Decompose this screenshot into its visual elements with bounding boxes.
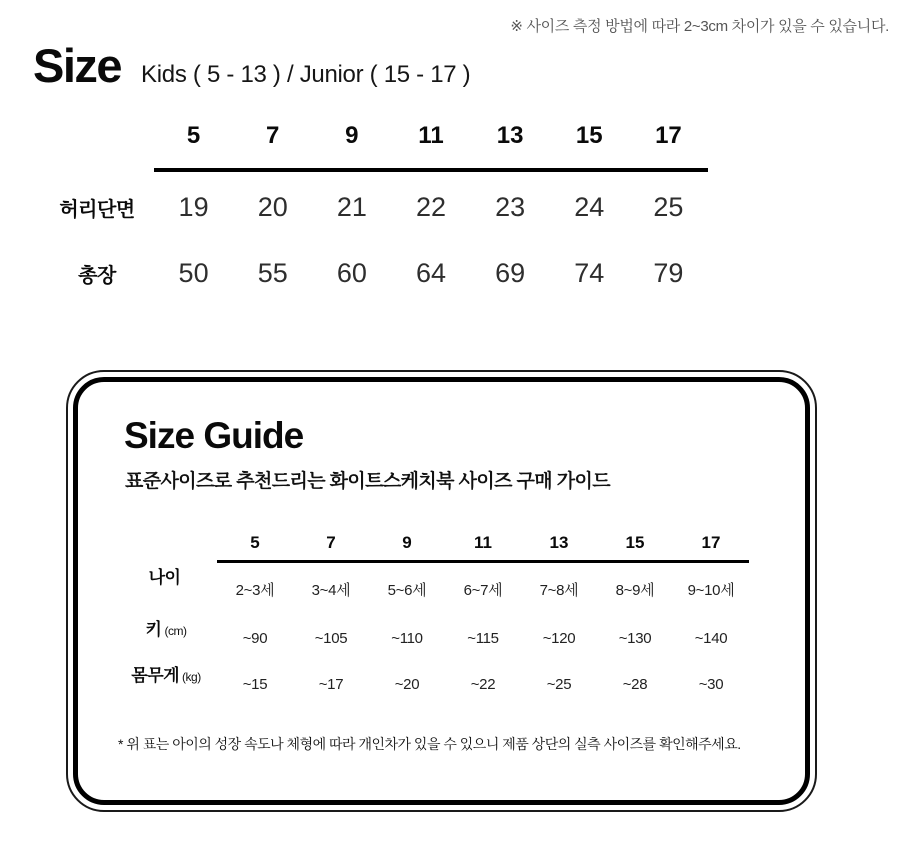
row-label-unit: (kg) (182, 670, 201, 684)
row-label-text: 키 (145, 620, 162, 639)
size-measurement-table (40, 104, 708, 304)
column-header: 17 (655, 122, 682, 149)
column-header: 11 (474, 533, 492, 552)
size-guide-inner-border (73, 377, 810, 805)
table-cell: 9~10세 (687, 581, 735, 599)
table-cell: 55 (257, 257, 288, 288)
size-guide-title: Size Guide (124, 415, 304, 456)
row-label-age (115, 563, 217, 615)
size-guide-box (66, 370, 817, 812)
table-cell: 2~3세 (235, 581, 275, 599)
table-cell: 20 (257, 191, 288, 222)
table-corner-cell (40, 104, 154, 168)
table-cell: 5~6세 (387, 581, 427, 599)
column-header: 17 (701, 533, 721, 552)
row-label-waist: 허리단면 (59, 198, 135, 221)
table-cell: ~15 (242, 675, 268, 693)
table-cell: ~30 (698, 675, 724, 693)
measurement-disclaimer: ※ 사이즈 측정 방법에 따라 2~3cm 차이가 있을 수 있습니다. (510, 18, 889, 35)
table-cell: 25 (653, 191, 684, 222)
table-cell: 22 (415, 191, 447, 222)
table-cell: ~110 (391, 629, 423, 647)
column-header: 15 (625, 533, 645, 552)
table-corner-cell (115, 526, 217, 560)
row-label-height (115, 615, 217, 661)
table-cell: 64 (415, 257, 447, 288)
column-header: 5 (186, 122, 201, 149)
row-label-total-length: 총장 (78, 264, 116, 287)
table-cell: ~140 (694, 629, 728, 647)
column-header: 9 (402, 533, 412, 552)
table-cell: 6~7세 (463, 581, 503, 599)
table-cell: ~115 (467, 629, 499, 647)
table-cell: ~17 (318, 675, 344, 693)
row-label-text: 몸무게 (131, 666, 180, 685)
size-header (33, 38, 470, 93)
table-cell: 50 (178, 257, 209, 288)
size-guide-subtitle: 표준사이즈로 추천드리는 화이트스케치북 사이즈 구매 가이드 (125, 471, 610, 492)
page-title: Size (33, 39, 122, 92)
table-cell: 8~9세 (615, 581, 655, 599)
table-cell: ~120 (542, 629, 576, 647)
row-label-text: 나이 (148, 568, 181, 587)
column-header: 13 (549, 533, 569, 552)
column-header: 13 (496, 122, 524, 149)
table-cell: 60 (336, 257, 367, 288)
size-guide-footnote: * 위 표는 아이의 성장 속도나 체형에 따라 개인차가 있을 수 있으니 제품 상단의 실측 사이즈를 확인해주세요. (118, 736, 741, 752)
column-header: 5 (250, 533, 260, 552)
column-header: 11 (418, 122, 444, 149)
table-cell: 21 (336, 191, 367, 222)
table-cell: ~90 (242, 629, 268, 647)
table-cell: 79 (653, 257, 684, 288)
table-cell: ~130 (618, 629, 652, 647)
column-header: 15 (575, 122, 603, 149)
table-cell: ~20 (394, 675, 420, 693)
table-cell: 74 (574, 257, 605, 288)
table-cell: 3~4세 (311, 581, 351, 599)
column-header: 9 (345, 122, 359, 149)
table-cell: ~25 (546, 675, 572, 693)
table-cell: ~105 (314, 629, 348, 647)
table-cell: 69 (495, 257, 526, 288)
table-cell: ~22 (470, 675, 496, 693)
size-guide-table (115, 526, 749, 707)
table-cell: 19 (178, 191, 209, 222)
row-label-unit: (cm) (164, 624, 187, 638)
column-header: 7 (326, 533, 336, 552)
table-cell: 23 (495, 191, 526, 222)
column-header: 7 (266, 122, 280, 149)
table-cell: ~28 (622, 675, 648, 693)
table-cell: 24 (574, 191, 605, 222)
table-cell: 7~8세 (539, 581, 579, 599)
row-label-weight (115, 661, 217, 707)
size-range-subtitle: Kids ( 5 - 13 ) / Junior ( 15 - 17 ) (141, 61, 471, 88)
